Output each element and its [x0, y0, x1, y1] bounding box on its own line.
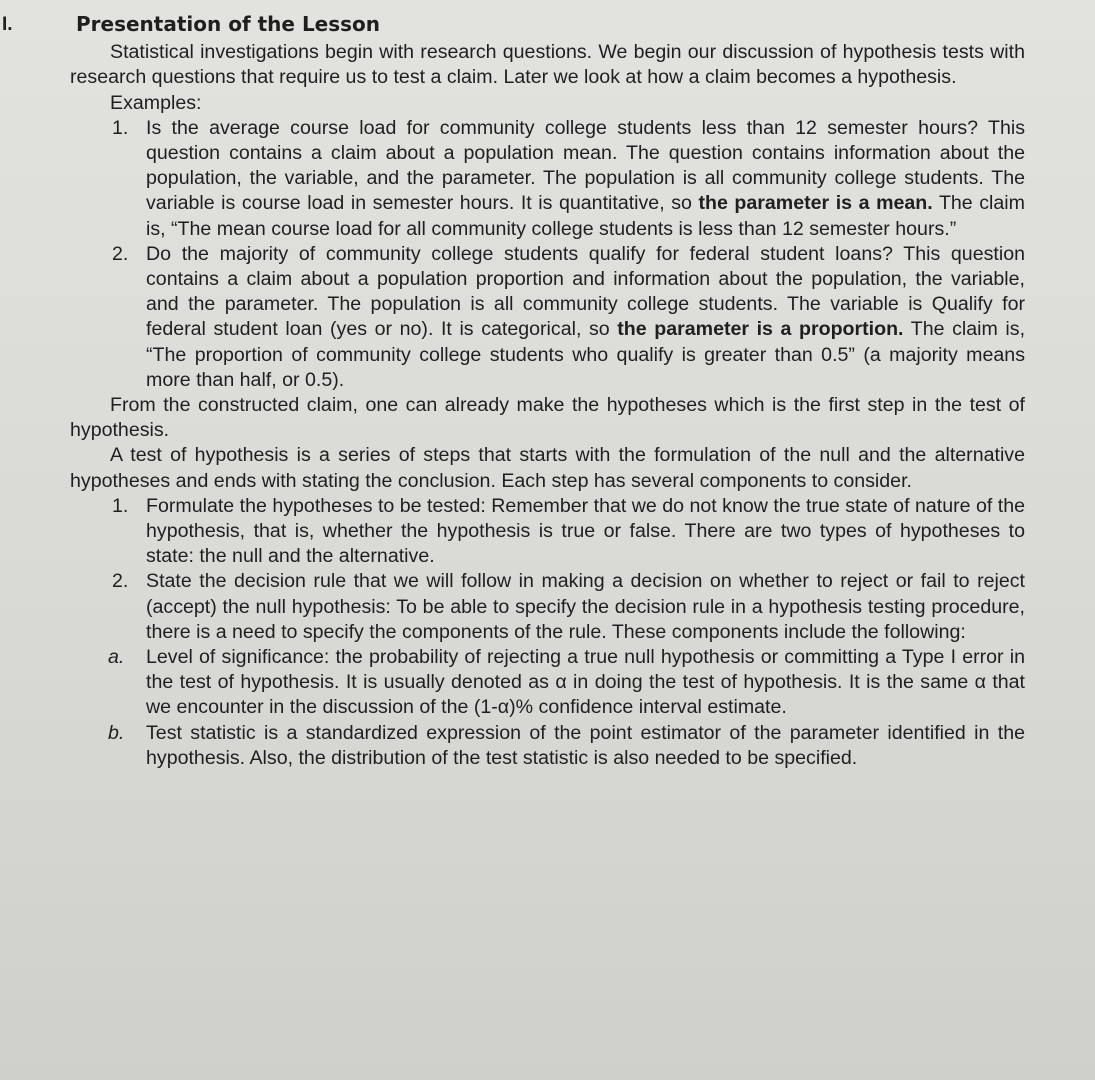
component-letter: a. [108, 646, 125, 669]
step-item-1 [70, 494, 1025, 570]
example-item-2 [70, 242, 1025, 393]
step-item-2 [70, 569, 1025, 645]
component-item-b [70, 721, 1025, 771]
example-text: Do the majority of community college students qualify for federal student loans? This question contains a claim about a population proportion and information about the population, the variable, and the parameter. The population is all community college students. The variable is Qualify for federal student loan (yes or no). It is categorical, so [146, 242, 1025, 341]
test-paragraph: A test of hypothesis is a series of steps that starts with the formulation of the null and the alternative hypotheses and ends with stating the conclusion. Each step has several components to consider. [70, 444, 1025, 492]
component-item-a [70, 645, 1025, 721]
intro-paragraph: Statistical investigations begin with research questions. We begin our discussion of hypothesis tests with research questions that require us to test a claim. Later we look at how a claim becomes a hypothesis. [70, 41, 1025, 89]
example-text: Is the average course load for community college students less than 12 semester hours? This question contains a claim about a population mean. The question contains information about the population, the variable, and the parameter. The population is all community college students. The variable is course load in semester hours. It is quantitative, so [146, 116, 1025, 215]
examples-list [70, 116, 1025, 393]
example-text: The claim is, “The mean course load for all community college students is less than 12 semester hours.” [146, 192, 1025, 240]
example-item-1 [70, 116, 1025, 242]
examples-label: Examples: [110, 91, 202, 114]
section-number: I. [2, 14, 13, 35]
component-text: Test statistic is a standardized expression of the point estimator of the parameter identified in the hypothesis. Also, the distribution of the test statistic is also needed to be specified. [146, 721, 1025, 769]
step-number: 1. [112, 494, 129, 517]
components-list [70, 645, 1025, 771]
component-letter: b. [108, 721, 125, 744]
lesson-heading: Presentation of the Lesson [76, 12, 381, 36]
example-number: 1. [112, 116, 129, 139]
example-bold-text: the parameter is a proportion. [617, 318, 904, 341]
component-text: Level of significance: the probability of rejecting a true null hypothesis or committing a Type I error in the test of hypothesis. It is usually denoted as α in doing the test of hypothesis. It is the same α that we encounter in the discussion of the (1-α)% confidence interval estimate. [146, 646, 1025, 719]
claim-paragraph: From the constructed claim, one can already make the hypotheses which is the first step in the test of hypothesis. [70, 394, 1025, 442]
example-text: The claim is, “The proportion of community college students who qualify is greater than 0.5” (a majority means more than half, or 0.5). [146, 318, 1026, 391]
steps-list [70, 494, 1025, 645]
step-text: State the decision rule that we will follow in making a decision on whether to reject or fail to reject (accept) the null hypothesis: To be able to specify the decision rule in a hypothesis testing procedure, there is a need to specify the components of the rule. These components include the following: [146, 570, 1025, 643]
step-text: Formulate the hypotheses to be tested: Remember that we do not know the true state of nature of the hypothesis, that is, whether the hypothesis is true or false. There are two types of hypotheses to state: the null and the alternative. [146, 494, 1025, 568]
example-bold-text: the parameter is a mean. [698, 192, 933, 215]
step-number: 2. [112, 570, 129, 593]
example-number: 2. [112, 242, 129, 265]
lesson-content [70, 12, 1025, 771]
